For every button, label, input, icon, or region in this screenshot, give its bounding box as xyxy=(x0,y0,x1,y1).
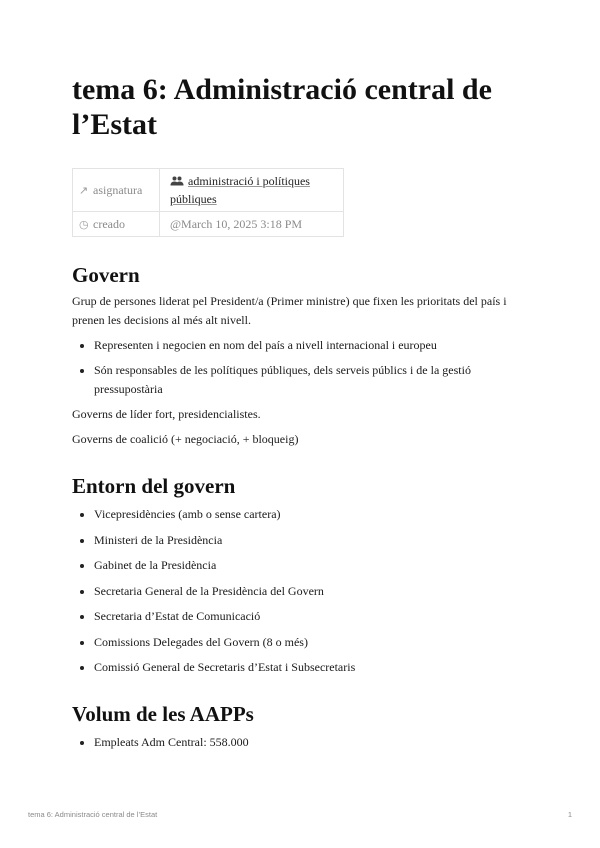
list-item: Comissions Delegades del Govern (8 o més) xyxy=(72,633,532,652)
volum-bullet-list xyxy=(72,733,532,752)
list-item: Comissió General de Secretaris d’Estat i Subsecretaris xyxy=(72,658,532,677)
property-key-created xyxy=(73,212,160,237)
arrow-up-right-icon: ↗ xyxy=(79,184,89,197)
list-item: Ministeri de la Presidència xyxy=(72,531,532,550)
page-title: tema 6: Administració central de l’Estat xyxy=(72,73,492,141)
people-icon xyxy=(170,176,184,186)
footer-doc-title: tema 6: Administració central de l’Estat xyxy=(28,810,158,819)
property-key-subject xyxy=(73,169,160,212)
section-heading-govern: Govern xyxy=(72,263,140,287)
bullet-dot xyxy=(80,666,84,670)
property-value-subject[interactable] xyxy=(160,169,344,212)
bullet-dot xyxy=(80,641,84,645)
clock-icon: ◷ xyxy=(79,218,89,231)
property-label: creado xyxy=(93,216,125,231)
bullet-dot xyxy=(80,513,84,517)
list-item: Vicepresidències (amb o sense cartera) xyxy=(72,505,532,524)
section-heading-volum: Volum de les AAPPs xyxy=(72,702,254,726)
page-number: 1 xyxy=(567,810,572,819)
list-item: Gabinet de la Presidència xyxy=(72,556,532,575)
properties-table xyxy=(72,168,344,237)
property-row-created xyxy=(73,212,344,237)
govern-paragraph: Governs de líder fort, presidencialistes. xyxy=(72,407,261,421)
bullet-dot xyxy=(80,369,84,373)
govern-section-body xyxy=(72,292,532,449)
bullet-dot xyxy=(80,564,84,568)
bullet-dot xyxy=(80,615,84,619)
property-row-subject xyxy=(73,169,344,212)
list-item: Representen i negocien en nom del país a nivell internacional i europeu xyxy=(72,336,532,355)
govern-paragraph: Governs de coalició (+ negociació, + bloqueig) xyxy=(72,432,299,446)
bullet-dot xyxy=(80,344,84,348)
entorn-bullet-list xyxy=(72,505,532,677)
list-item: Empleats Adm Central: 558.000 xyxy=(72,733,532,752)
govern-bullet-list xyxy=(72,336,532,399)
subject-link[interactable]: administració i polítiques públiques xyxy=(170,174,310,206)
page-footer xyxy=(28,810,572,824)
section-heading-entorn: Entorn del govern xyxy=(72,474,236,498)
list-item: Secretaria d’Estat de Comunicació xyxy=(72,607,532,626)
list-item: Són responsables de les polítiques públiques, dels serveis públics i de la gestió pressupostària xyxy=(72,361,532,399)
govern-intro-paragraph: Grup de persones liderat pel President/a (Primer ministre) que fixen les prioritats del país i prenen les decisions al més alt nivell. xyxy=(72,294,507,327)
created-date-value: @March 10, 2025 3:18 PM xyxy=(160,212,344,237)
bullet-dot xyxy=(80,741,84,745)
bullet-dot xyxy=(80,539,84,543)
bullet-dot xyxy=(80,590,84,594)
property-label: asignatura xyxy=(93,182,143,197)
list-item: Secretaria General de la Presidència del Govern xyxy=(72,582,532,601)
